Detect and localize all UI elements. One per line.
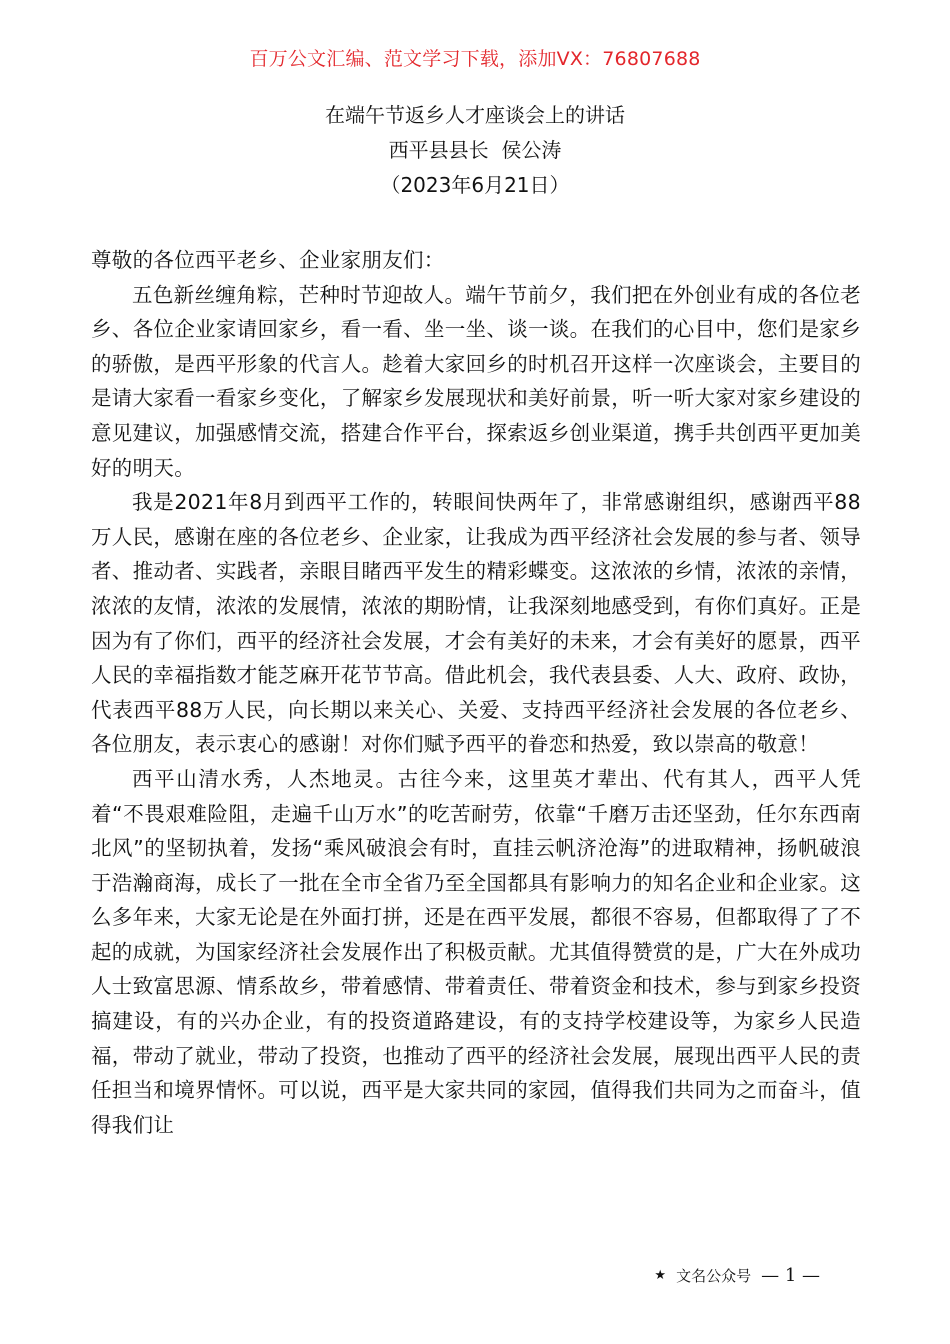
speech-title: 在端午节返乡人才座谈会上的讲话 (325, 103, 625, 127)
header-banner: 百万公文汇编、范文学习下载，添加VX：76807688 (249, 48, 701, 70)
speech-date: （2023年6月21日） (380, 173, 570, 197)
speech-body (91, 243, 861, 1142)
page-number: — 1 — (761, 1265, 820, 1286)
paragraph: 五色新丝缠角粽，芒种时节迎故人。端午节前夕，我们把在外创业有成的各位老乡、各位企业家请回家乡，看一看、坐一坐、谈一谈。在我们的心目中，您们是家乡的骄傲，是西平形象的代言人。趁着大家回乡的时机召开这样一次座谈会，主要目的是请大家看一看家乡变化，了解家乡发展现状和美好前景，听一听大家对家乡建设的意见建议，加强感情交流，搭建合作平台，探索返乡创业渠道，携手共创西平更加美好的明天。 (91, 282, 861, 480)
star-icon: ★ (654, 1268, 667, 1283)
footer-source: 文名公众号 (676, 1267, 752, 1285)
title-block (0, 98, 950, 203)
speaker-line: 西平县县长 侯公涛 (388, 138, 562, 162)
paragraph: 西平山清水秀，人杰地灵。古往今来，这里英才辈出、代有其人，西平人凭着“不畏艰难险阻，走遍千山万水”的吃苦耐劳，依靠“千磨万击还坚劲，任尔东西南北风”的坚韧执着，发扬“乘风破浪会有时，直挂云帆济沧海”的进取精神，扬帆破浪于浩瀚商海，成长了一批在全市全省乃至全国都具有影响力的知名企业和企业家。这么多年来，大家无论是在外面打拼，还是在西平发展，都很不容易，但都取得了了不起的成就，为国家经济社会发展作出了积极贡献。尤其值得赞赏的是，广大在外成功人士致富思源、情系故乡，带着感情、带着责任、带着资金和技术，参与到家乡投资搞建设，有的兴办企业，有的投资道路建设，有的支持学校建设等，为家乡人民造福，带动了就业，带动了投资，也推动了西平的经济社会发展，展现出西平人民的责任担当和境界情怀。可以说，西平是大家共同的家园，值得我们共同为之而奋斗，值得我们让 (91, 766, 861, 1137)
paragraph: 我是2021年8月到西平工作的，转眼间快两年了，非常感谢组织，感谢西平88万人民，感谢在座的各位老乡、企业家，让我成为西平经济社会发展的参与者、领导者、推动者、实践者，亲眼目睹西平发生的精彩蝶变。这浓浓的乡情，浓浓的亲情，浓浓的友情，浓浓的发展情，浓浓的期盼情，让我深刻地感受到，有你们真好。正是因为有了你们，西平的经济社会发展，才会有美好的未来，才会有美好的愿景，西平人民的幸福指数才能芝麻开花节节高。借此机会，我代表县委、人大、政府、政协，代表西平88万人民，向长期以来关心、关爱、支持西平经济社会发展的各位老乡、各位朋友，表示衷心的感谢！对你们赋予西平的眷恋和热爱，致以崇高的敬意！ (91, 490, 861, 757)
page-footer (654, 1265, 820, 1286)
salutation: 尊敬的各位西平老乡、企业家朋友们： (91, 248, 445, 272)
